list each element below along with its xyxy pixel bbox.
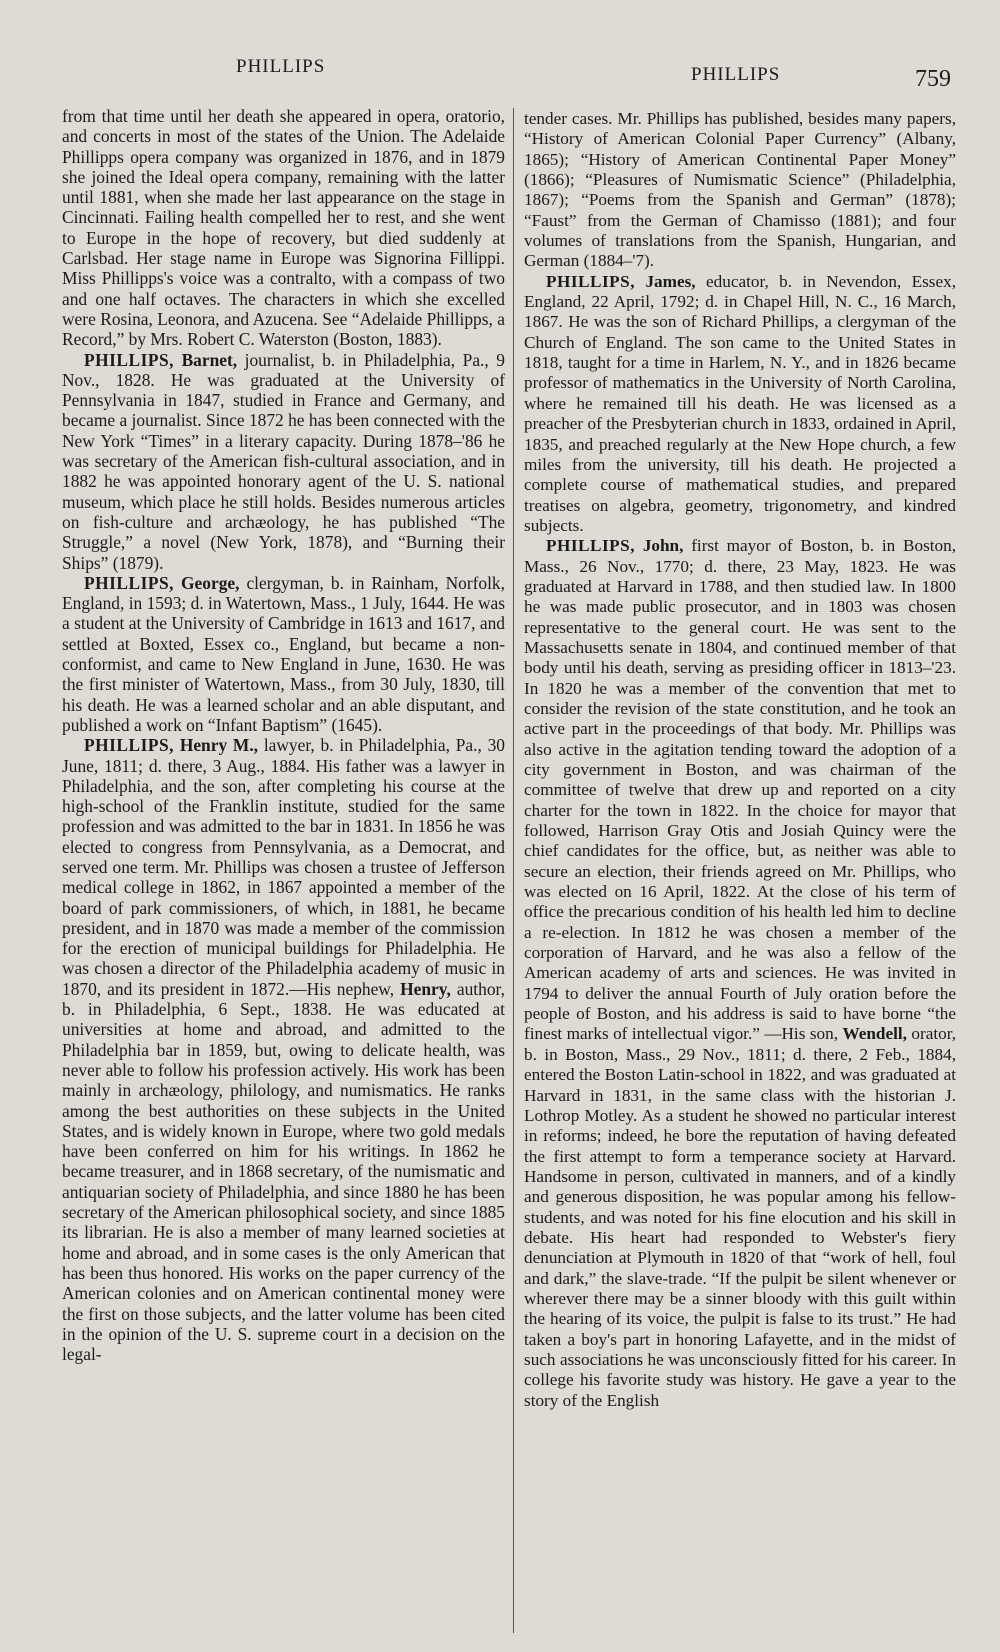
sub-entry-name: Wendell, [842, 1024, 907, 1044]
entry-surname: PHILLIPS, [546, 271, 636, 291]
entry-henry [62, 735, 505, 1364]
continued-paragraph: from that time until her death she appeared in opera, oratorio, and concerts in most of the states of the Union. The Adelaide Phillipps opera company was organized in 1876, and in 1879 she joined the Ideal opera company, remaining with the latter until 1881, when she made her last appearance on the stage in Cincinnati. Failing health compelled her to rest, and she went to Europe in the hope of recovery, but died suddenly at Carlsbad. Her stage name in Europe was Signorina Fillippi. Miss Phillipps's voice was a contralto, with a compass of two and one half octaves. The characters in which she excelled were Rosina, Leonora, and Azucena. See “Adelaide Phillipps, a Record,” by Mrs. Robert C. Waterston (Boston, 1883). [62, 106, 505, 350]
entry-barnet [62, 350, 505, 573]
entry-james [524, 272, 956, 536]
continued-paragraph: tender cases. Mr. Phillips has published, besides many papers, “History of American Colonial Paper Currency” (Albany, 1865); “History of American Continental Paper Money” (1866); “Pleasures of Numismatic Science” (Philadelphia, 1867); “Poems from the Spanish and German” (1878); “Faust” from the German of Chamisso (1881); and four volumes of translations from the Spanish, Hungarian, and German (1884–'7). [524, 109, 956, 271]
entry-given-name: John, [642, 536, 684, 556]
entry-text: educator, b. in Nevendon, Essex, England, 22 April, 1792; d. in Chapel Hill, N. C., 16 March, 1867. He was the son of Richard Phillips, a clergyman of the Church of England. The son came to the United States in 1818, taught for a time in Harlem, N. Y., and in 1826 became professor of mathematics in the University of North Carolina, where he remained till his death. He was licensed as a preacher of the Presbyterian church in 1833, ordained in April, 1835, and preached regularly at the New Hope church, a few miles from the university, till his death. He projected a complete course of mathematical studies, and prepared treatises on algebra, geometry, trigonometry, and kindred subjects. [524, 271, 957, 535]
entry-surname: PHILLIPS, [84, 572, 175, 593]
column-divider [513, 108, 514, 1633]
running-head-left: PHILLIPS [236, 56, 326, 77]
left-column [62, 106, 505, 1364]
sub-entry-name: Henry, [400, 978, 451, 999]
entry-surname: PHILLIPS, [84, 735, 175, 756]
entry-text-continued: orator, b. in Boston, Mass., 29 Nov., 1811; d. there, 2 Feb., 1884, entered the Boston Latin-school in 1822, and was graduated at Harvard in 1831, in the same class with the historian J. Lothrop Motley. As a student he showed no particular interest in reforms; indeed, he bore the reputation of having defeated the first attempt to form a temperance society at Harvard. Handsome in person, cultivated in manners, and of a kindly and generous disposition, he was popular among his fellow-students, and was noted for his fine elocution and his skill in debate. His heart had responded to Webster's fiery denunciation at Plymouth in 1820 of that “work of hell, foul and dark,” the slave-trade. “If the pulpit be silent whenever or wherever there may be a sinner bloody with this guilt within the hearing of its voice, the pulpit is false to its trust.” He had taken a boy's part in honoring Lafayette, and in the midst of such associations he was unconsciously fitted for his career. In college his favorite study was history. He gave a year to the story of the English [524, 1024, 957, 1410]
entry-text: lawyer, b. in Philadelphia, Pa., 30 June, 1811; d. there, 3 Aug., 1884. His father was a lawyer in Philadelphia, and the son, after completing his course at the high-school of the Franklin institute, studied for the same profession and was admitted to the bar in 1831. In 1856 he was elected to congress from Pennsylvania, as a Democrat, and served one term. Mr. Phillips was chosen a trustee of Jefferson medical college in 1862, in 1867 appointed a member of the board of park commissioners, of which, in 1881, he became president, and in 1870 was made a member of the commission for the erection of municipal buildings for Philadelphia. He was chosen a director of the Philadelphia academy of music in 1870, and its president in 1872.—His nephew, [62, 735, 505, 999]
right-column [524, 109, 956, 1411]
page-number: 759 [915, 66, 951, 92]
entry-surname: PHILLIPS, [84, 349, 175, 370]
entry-john [524, 536, 956, 1411]
entry-given-name: Henry M., [179, 735, 259, 756]
entry-text: journalist, b. in Philadelphia, Pa., 9 Nov., 1828. He was graduated at the University of Pennsylvania in 1847, studied in France and Germany, and became a journalist. Since 1872 he has been connected with the New York “Times” in a literary capacity. During 1878–'86 he was secretary of the American fish-cultural association, and in 1882 he was appointed honorary agent of the U. S. national museum, which place he still holds. Besides numerous articles on fish-culture and archæology, he has published “The Struggle,” a novel (New York, 1878), and “Burning their Ships” (1879). [62, 349, 505, 573]
entry-surname: PHILLIPS, [546, 536, 636, 556]
entry-text: first mayor of Boston, b. in Boston, Mass., 26 Nov., 1770; d. there, 23 May, 1823. He was graduated at Harvard in 1788, and then studied law. In 1800 he was made public prosecutor, and in 1803 was chosen representative to the general court. He was sent to the Massachusetts senate in 1804, and continued member of that body until his death, serving as presiding officer in 1813–'23. In 1820 he was a member of the convention that met to consider the revision of the state constitution, and he took an active part in the proceedings of that body. Mr. Phillips was also active in the agitation tending toward the adoption of a city government in Boston, and was chairman of the committee of twelve that drew up and reported on a city charter for the town in 1822. In the choice for mayor that followed, Harrison Gray Otis and Josiah Quincy were the chief candidates for the office, but, as neither was able to secure an election, their friends agreed on Mr. Phillips, who was elected on 16 April, 1822. At the close of his term of office the precarious condition of his health led him to decline a re-election. In 1812 he was chosen a member of the corporation of Harvard, and he was also a fellow of the American academy of arts and sciences. He was invited in 1794 to deliver the annual Fourth of July oration before the people of Boston, and his address is said to have borne “the finest marks of intellectual vigor.” —His son, [524, 536, 957, 1044]
entry-given-name: George, [181, 572, 240, 593]
entry-george [62, 573, 505, 735]
entry-text: clergyman, b. in Rainham, Norfolk, England, in 1593; d. in Watertown, Mass., 1 July, 1644. He was a student at the University of Cambridge in 1613 and 1617, and settled at Boxted, Essex co., England, but became a non-conformist, and came to New England in June, 1630. He was the first minister of Watertown, Mass., from 30 July, 1830, till his death. He was a learned scholar and an able disputant, and published a work on “Infant Baptism” (1645). [62, 572, 505, 735]
entry-text-continued: author, b. in Philadelphia, 6 Sept., 1838. He was educated at universities at home and abroad, and admitted to the Philadelphia bar in 1859, but, owing to delicate health, was never able to follow his profession actively. His work has been mainly in archæology, philology, and numismatics. He ranks among the best authorities on these subjects in the United States, and is widely known in Europe, where two gold medals have been conferred on him for his writings. In 1862 he became treasurer, and in 1868 secretary, of the numismatic and antiquarian society of Philadelphia, and since 1880 he has been secretary of the American philosophical society, and since 1885 its librarian. He is also a member of many learned societies at home and abroad, and in some cases is the only American that has been thus honored. His works on the paper currency of the American colonies and on American continental money were the first on those subjects, and the latter volume has been cited in the opinion of the U. S. supreme court in a decision on the legal- [62, 978, 505, 1365]
entry-given-name: James, [645, 271, 696, 291]
running-head-right: PHILLIPS [691, 64, 781, 85]
entry-given-name: Barnet, [181, 349, 238, 370]
